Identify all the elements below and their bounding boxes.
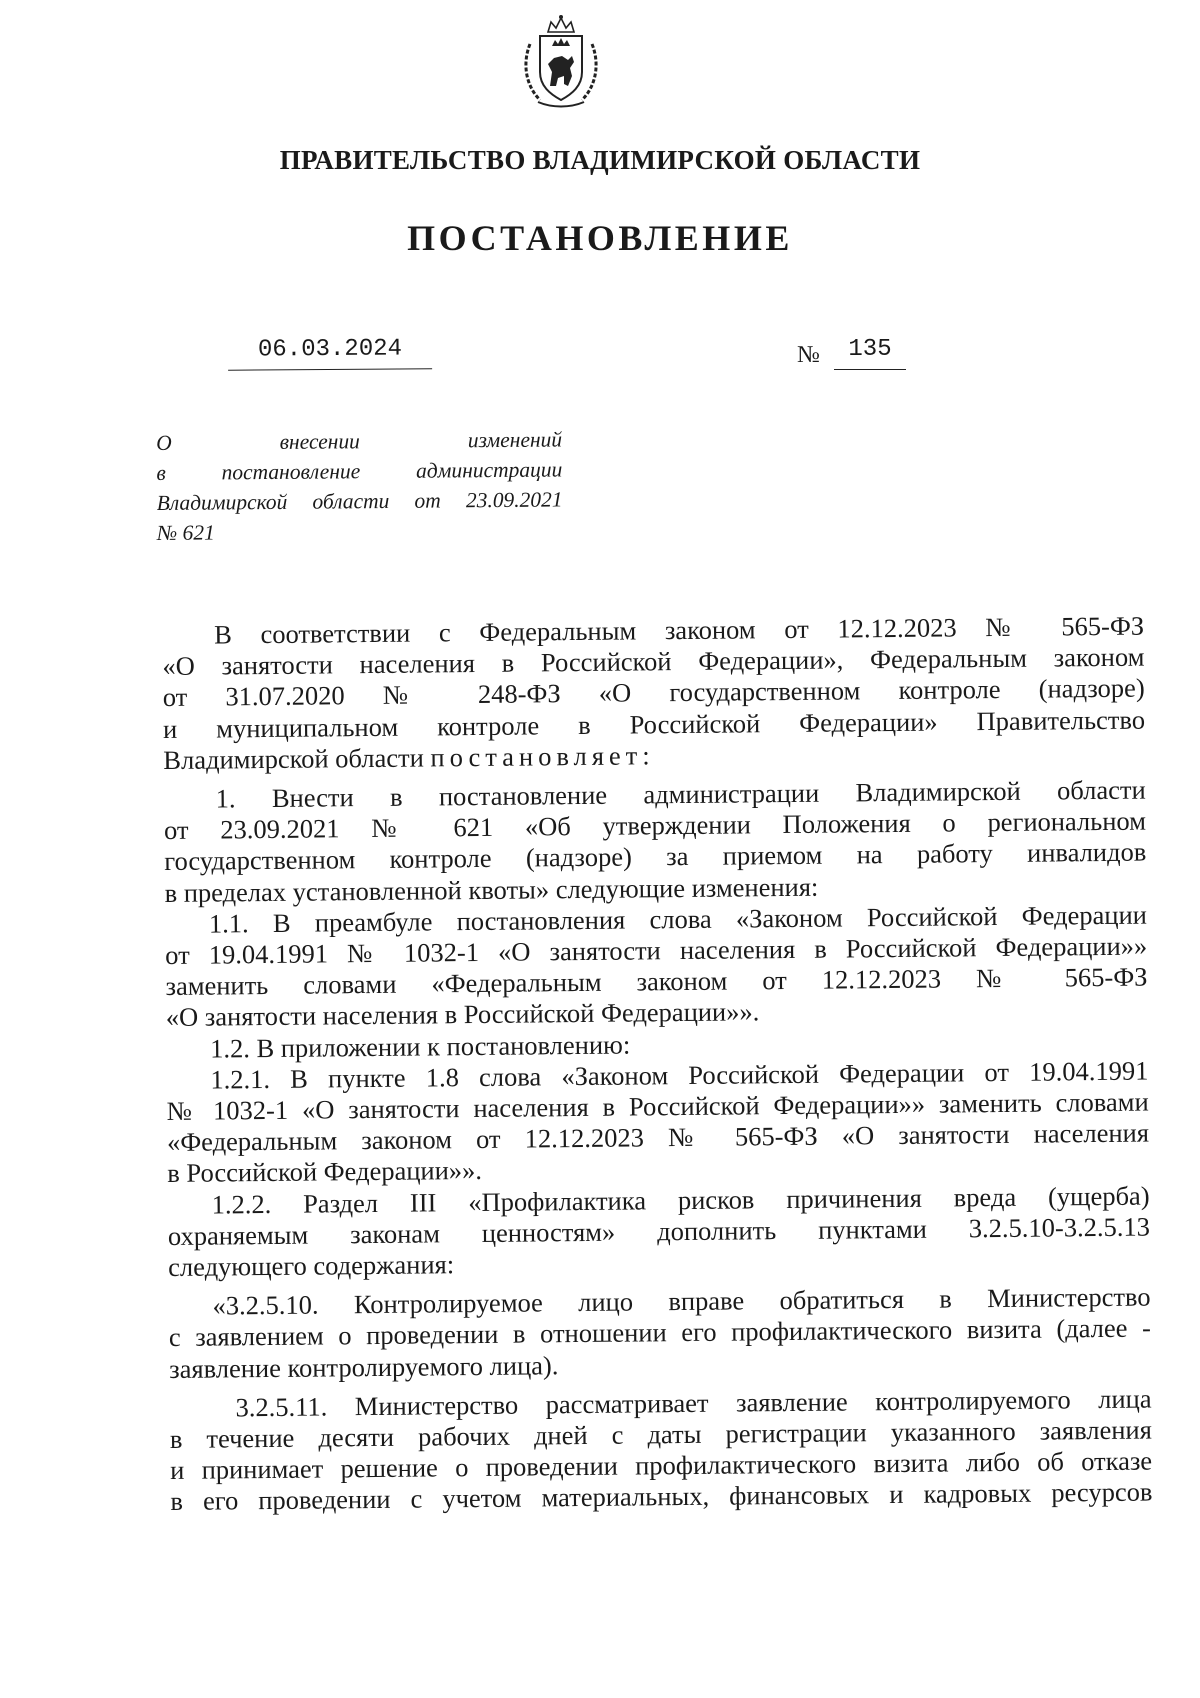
text-line: 3.2.5.11. Министерство рассматривает заявление контролируемого лица [235, 1383, 1152, 1423]
resolves-word: постановляет: [430, 740, 655, 773]
text-line: 1.2.1. В пункте 1.8 слова «Законом Российской Федерации от 19.04.1991 [210, 1055, 1149, 1095]
text-line: от 31.07.2020 № 248-ФЗ «О государственном контроле (надзоре) [162, 672, 1145, 713]
text-line: «О занятости населения в Российской Федерации»». [165, 996, 760, 1033]
text-line: заменить словами «Федеральным законом от 12.12.2023 № 565-ФЗ [165, 961, 1148, 1002]
text-line: в его проведении с учетом материальных, финансовых и кадровых ресурсов [170, 1477, 1153, 1517]
text-line: «Федеральным законом от 12.12.2023 № 565-ФЗ «О занятости населения [166, 1117, 1150, 1158]
text-line: в пределах установленной квоты» следующие изменения: [164, 871, 819, 908]
text-line: «3.2.5.10. Контролируемое лицо вправе обратиться в Министерство [212, 1281, 1151, 1321]
text-line: от 23.09.2021 № 621 «Об утверждении Положения о региональном [163, 805, 1147, 846]
document-body [162, 611, 1153, 1518]
text-line: 1.2. В приложении к постановлению: [209, 1029, 631, 1064]
paragraph-1-2-1 [166, 1055, 1149, 1189]
text-line: от 19.04.1991 № 1032-1 «О занятости населения в Российской Федерации»» [165, 930, 1148, 971]
subject-line: в постановление администрации [156, 457, 563, 485]
text-fragment: Владимирской области [163, 742, 431, 775]
text-line: и принимает решение о проведении профилактического визита либо об отказе [170, 1445, 1153, 1486]
paragraph-1-1 [165, 899, 1148, 1033]
text-line: следующего содержания: [168, 1249, 455, 1283]
text-line: 1.1. В преамбуле постановления слова «Законом Российской Федерации [208, 899, 1148, 939]
text-line: 1.2.2. Раздел III «Профилактика рисков причинения вреда (ущерба) [211, 1180, 1150, 1220]
coat-of-arms-icon [518, 14, 604, 110]
text-line: «О занятости населения в Российской Федерации», Федеральным законом [162, 641, 1145, 682]
text-line: № 1032-1 «О занятости населения в Российской Федерации»» заменить словами [166, 1086, 1149, 1127]
document-type: ПОСТАНОВЛЕНИЕ [407, 218, 793, 258]
text-line: В соответствии с Федеральным законом от 12.12.2023 № 565-ФЗ [213, 610, 1145, 650]
subject-line: № 621 [156, 520, 215, 545]
text-line: заявление контролируемого лица). [169, 1349, 559, 1384]
paragraph-1 [164, 775, 1147, 909]
paragraph-1-2-2 [167, 1180, 1150, 1283]
text-line: и муниципальном контроле в Российской Федерации» Правительство [162, 704, 1146, 744]
text-line: охраняемым законам ценностям» дополнить пунктами 3.2.5.10-3.2.5.13 [167, 1211, 1151, 1251]
document-subject [156, 424, 563, 548]
subject-line: О внесении изменений [156, 427, 563, 455]
paragraph-3-2-5-11 [169, 1383, 1152, 1517]
document-number: 135 [834, 336, 906, 370]
number-sign: № [797, 342, 820, 368]
text-line: государственном контроле (надзоре) за приемом на работу инвалидов [164, 836, 1147, 877]
text-line: 1. Внести в постановление администрации Владимирской области [215, 774, 1146, 814]
text-line: в течение десяти рабочих дней с даты регистрации указанного заявления [169, 1414, 1152, 1455]
text-line: в Российской Федерации»». [167, 1155, 483, 1189]
government-title: ПРАВИТЕЛЬСТВО ВЛАДИМИРСКОЙ ОБЛАСТИ [279, 145, 921, 175]
subject-line: Владимирской области от 23.09.2021 [156, 487, 563, 515]
document-date: 06.03.2024 [228, 335, 432, 370]
paragraph-preamble [162, 611, 1145, 776]
paragraph-3-2-5-10 [168, 1282, 1151, 1385]
text-line: с заявлением о проведении в отношении его профилактического визита (далее - [168, 1313, 1151, 1353]
